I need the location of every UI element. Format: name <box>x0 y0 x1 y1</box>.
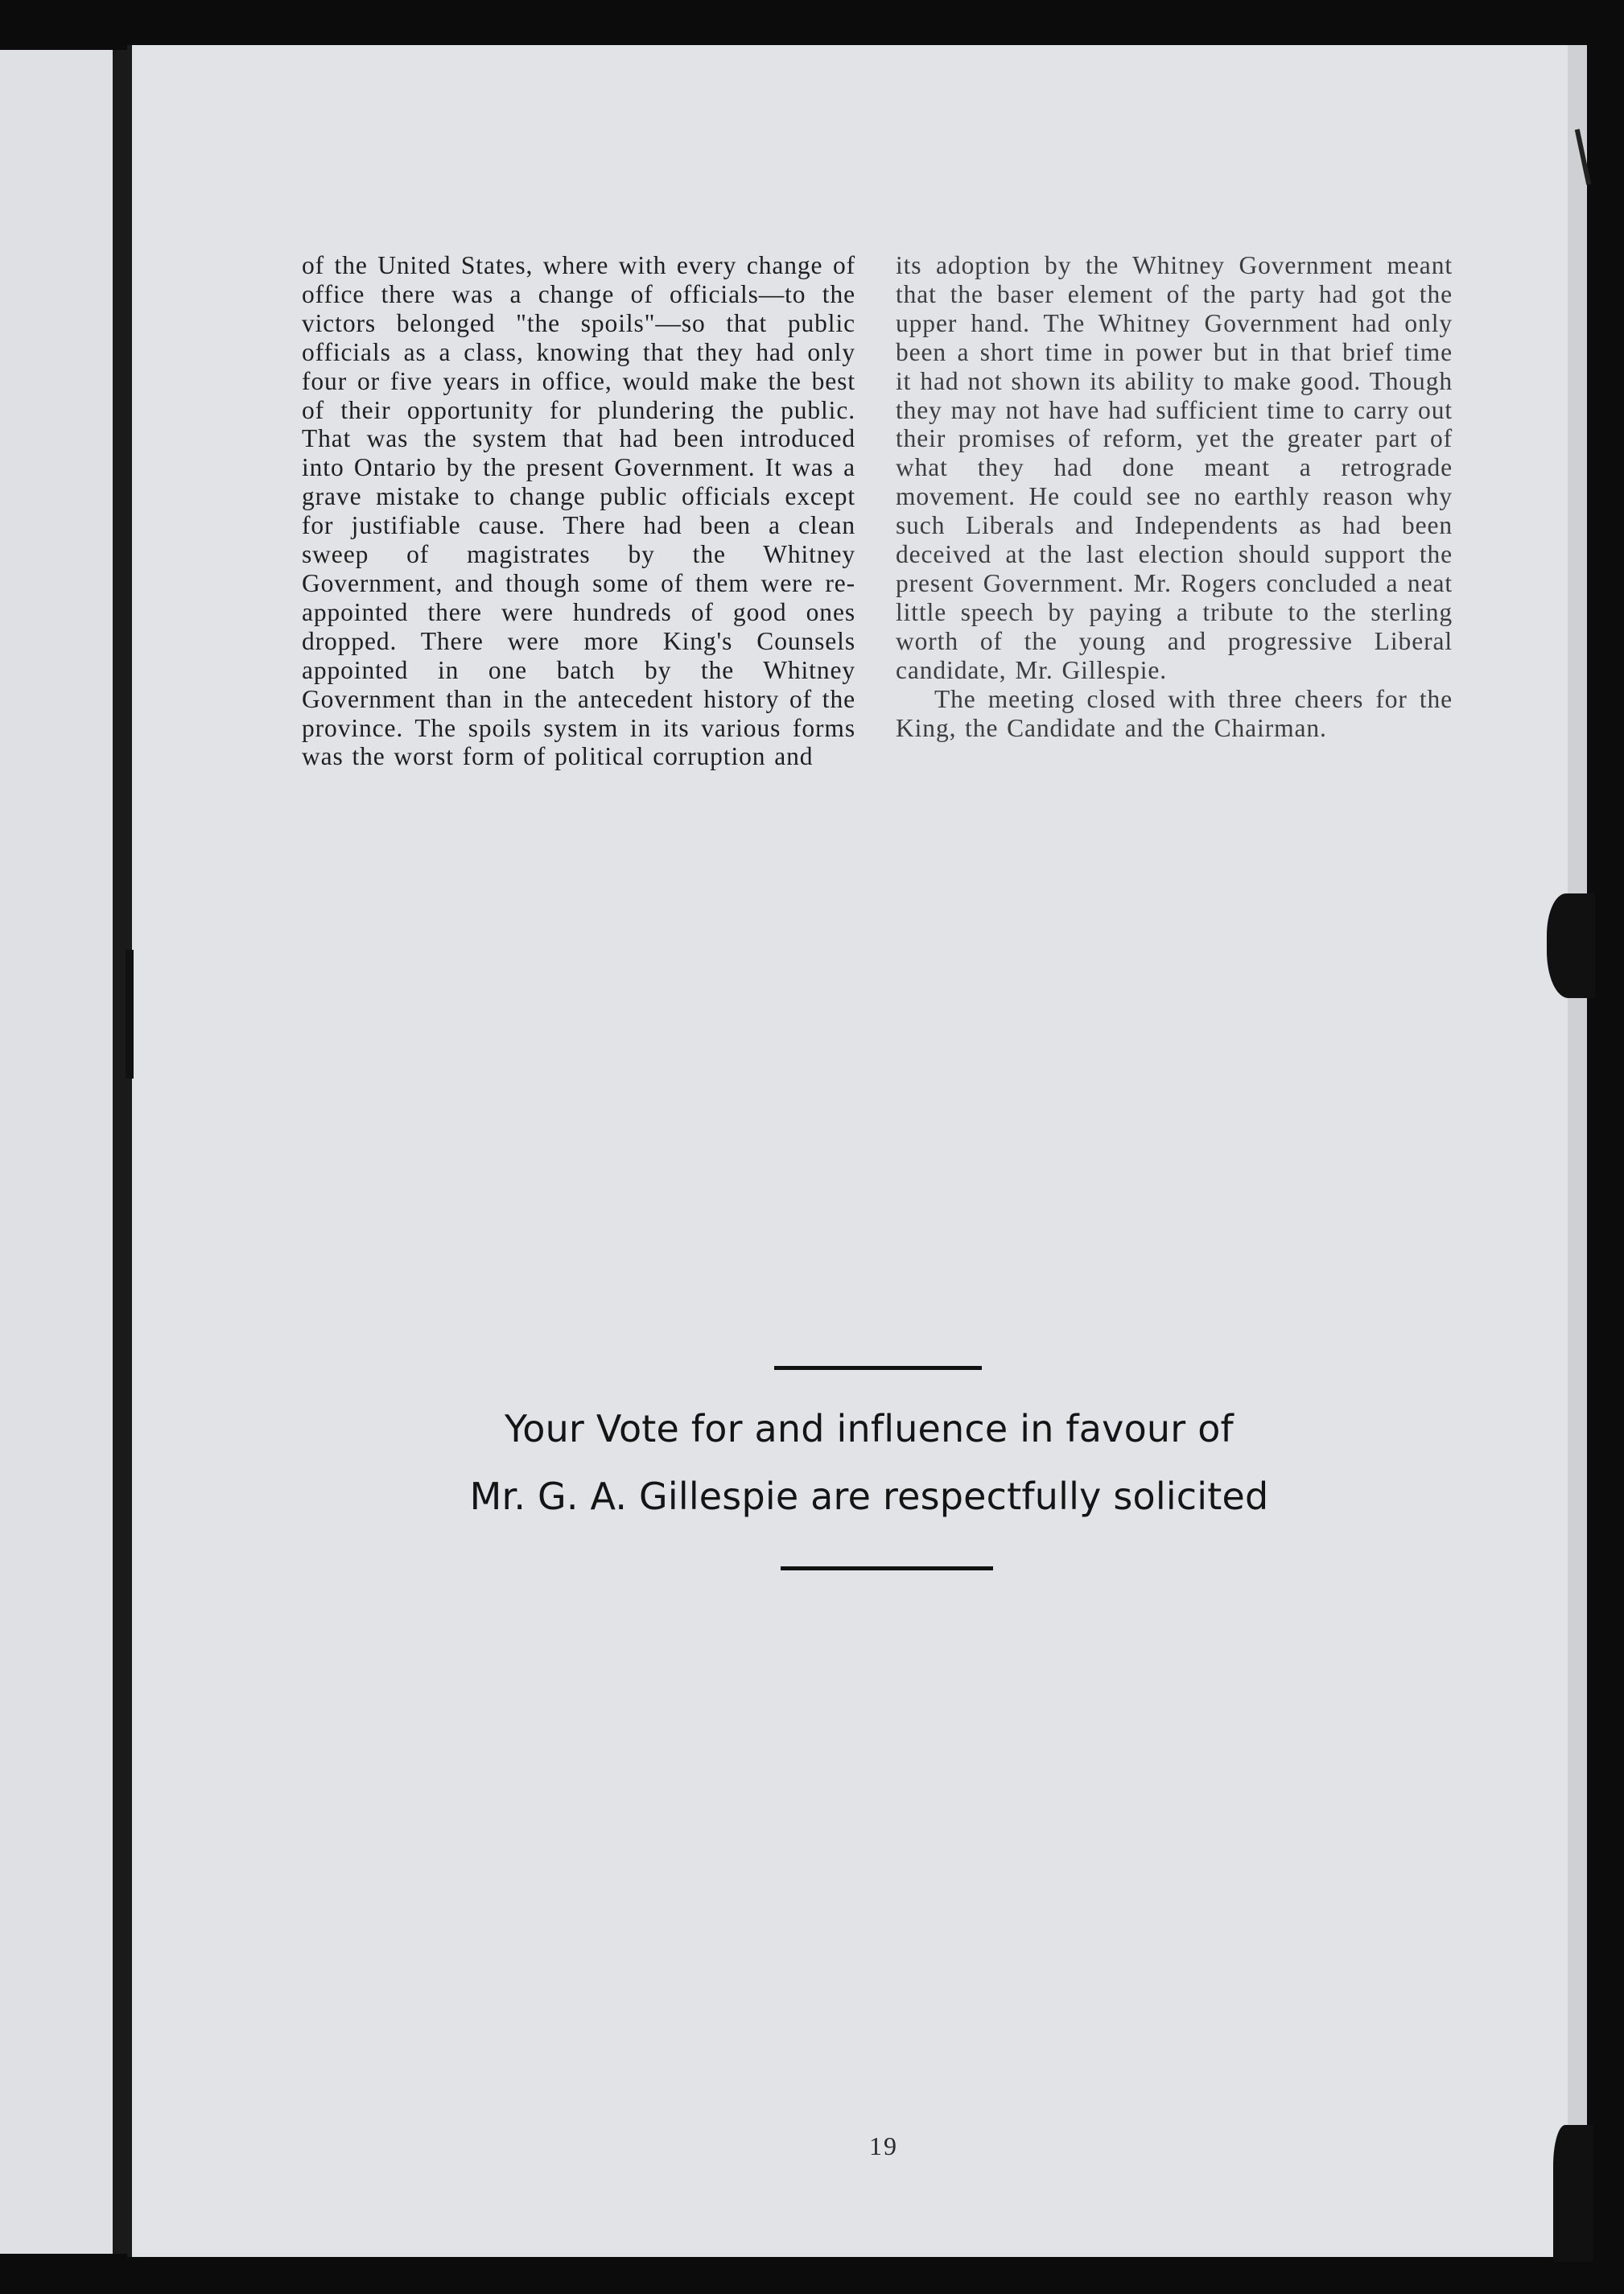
article-left-column <box>302 251 855 771</box>
gutter-shadow <box>113 50 127 2254</box>
page-corner-damage <box>1553 2125 1593 2262</box>
appeal-top-rule <box>774 1366 982 1370</box>
binding-mark <box>126 950 134 1079</box>
article-right-column <box>896 251 1453 742</box>
right-column-paragraph-2: The meeting closed with three cheers for the King, the Candidate and the Chairman. <box>896 684 1453 742</box>
right-column-paragraph-1: its adoption by the Whitney Government meant that the baser element of the party had got the upper hand. The Whitney Government had only been a short time in power but in that brief time it had not shown its ability to make good. Though they may not have had sufficient time to carry out their promises of reform, yet the greater part of what they had done meant a retrograde movement. He could see no earthly reason why such Liberals and Independents as had been deceived at the last election should support the present Government. Mr. Rogers concluded a neat little speech by paying a tribute to the sterling worth of the young and progressive Liberal candidate, Mr. Gillespie. <box>896 251 1453 684</box>
left-column-text: of the United States, where with every change of office there was a change of officials—to the victors belonged "the spoils"—so that public officials as a class, knowing that they had only four or five years in office, would make the best of their opportunity for plundering the public. That was the system that had been introduced into Ontario by the present Government. It was a grave mistake to change public officials except for justifiable cause. There had been a clean sweep of magistrates by the Whitney Government, and though some of them were re-appointed there were hundreds of good ones dropped. There were more King's Counsels appointed in one batch by the Whitney Government than in the antecedent history of the province. The spoils system in its various forms was the worst form of political corruption and <box>302 251 855 771</box>
appeal-line-1: Your Vote for and influence in favour of <box>505 1407 1234 1450</box>
page-right-edge <box>1568 45 1587 2257</box>
previous-page-edge <box>0 50 119 2254</box>
appeal-bottom-rule <box>781 1566 993 1570</box>
appeal-line-2: Mr. G. A. Gillespie are respectfully solicited <box>469 1475 1269 1518</box>
page-number: 19 <box>869 2131 898 2160</box>
page-tear-mark <box>1547 893 1595 998</box>
